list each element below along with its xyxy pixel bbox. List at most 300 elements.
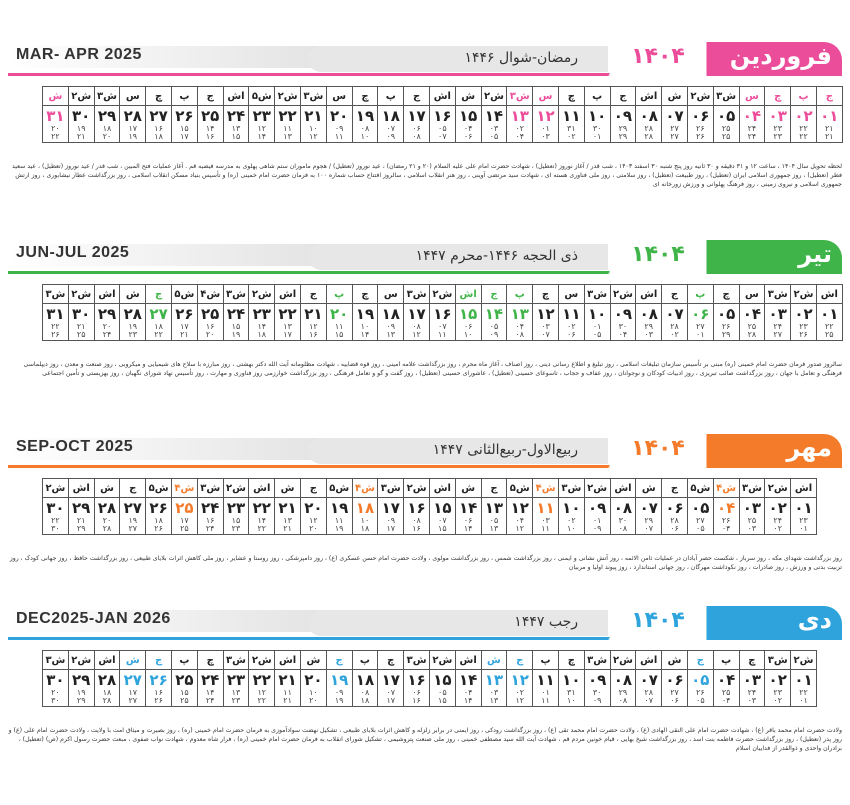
day-cell[interactable]: [584, 670, 610, 707]
gregorian-day: ۱۱: [334, 322, 344, 331]
day-cell[interactable]: [713, 304, 739, 341]
weekday-cell: ۵ش: [507, 479, 533, 498]
day-cell[interactable]: [404, 498, 430, 535]
lunar-day: ۰۷: [438, 132, 447, 141]
day-cell[interactable]: [300, 498, 326, 535]
weekday-cell: ش: [275, 479, 301, 498]
day-cell[interactable]: [636, 304, 662, 341]
weekday-cell: ۳ش: [223, 285, 249, 304]
lunar-day: ۱۰: [463, 330, 473, 339]
lunar-day: ۱۷: [180, 132, 189, 141]
solar-day: ۲۵: [201, 107, 220, 125]
day-grid: [42, 650, 817, 707]
gregorian-day: ۱۲: [309, 516, 318, 525]
day-cell[interactable]: [378, 106, 404, 143]
weekday-cell: چ: [533, 285, 559, 304]
day-cell[interactable]: [533, 106, 559, 143]
gregorian-day: ۳۰: [592, 124, 602, 133]
day-cell[interactable]: [713, 670, 739, 707]
day-cell[interactable]: [326, 670, 352, 707]
day-cell[interactable]: [404, 670, 430, 707]
day-cell[interactable]: [146, 106, 172, 143]
weekday-cell: اش: [791, 479, 817, 498]
weekday-cell: ۵ش: [171, 285, 197, 304]
lunar-day: ۰۶: [670, 524, 679, 533]
gregorian-day: ۰۴: [463, 124, 473, 133]
month-header: [8, 604, 842, 644]
day-cell[interactable]: [68, 670, 94, 707]
day-cell[interactable]: [610, 498, 636, 535]
weekday-cell: اش: [275, 651, 301, 670]
solar-day: ۱۷: [381, 671, 400, 689]
lunar-day: ۲۹: [618, 132, 628, 141]
gregorian-day: ۰۲: [515, 124, 525, 133]
day-cell[interactable]: [223, 498, 249, 535]
day-cell[interactable]: [507, 106, 533, 143]
gregorian-day: ۱۷: [128, 124, 138, 133]
day-cell[interactable]: [352, 498, 378, 535]
solar-day: ۱۰: [562, 499, 581, 517]
day-cell[interactable]: [275, 304, 301, 341]
weekday-cell: ۳ش: [404, 651, 430, 670]
solar-day: ۲۷: [123, 671, 142, 689]
gregorian-day: ۱۶: [154, 688, 163, 697]
gregorian-day: ۱۸: [102, 124, 112, 133]
solar-day: ۲۴: [226, 305, 246, 323]
day-cell[interactable]: [429, 498, 455, 535]
day-cell[interactable]: [43, 106, 69, 143]
day-cell[interactable]: [610, 304, 636, 341]
day-cell[interactable]: [662, 498, 688, 535]
weekday-cell: ۳ش: [197, 479, 223, 498]
day-cell[interactable]: [739, 106, 765, 143]
solar-day: ۱۹: [355, 107, 375, 125]
day-cell[interactable]: [455, 106, 481, 143]
day-cell[interactable]: [43, 670, 69, 707]
day-cell[interactable]: [713, 498, 739, 535]
day-cell[interactable]: [300, 304, 326, 341]
weekday-cell: ۳ش: [94, 87, 120, 106]
day-cell[interactable]: [791, 106, 817, 143]
gregorian-day: ۲۷: [696, 516, 705, 525]
gregorian-day: ۳۱: [567, 124, 576, 133]
weekday-cell: ۲ش: [610, 285, 636, 304]
weekday-cell: ۲ش: [584, 479, 610, 498]
weekday-cell: ۵ش: [326, 479, 352, 498]
day-cell[interactable]: [533, 670, 559, 707]
day-cell[interactable]: [636, 498, 662, 535]
day-cell[interactable]: [404, 106, 430, 143]
solar-day: ۲۳: [252, 107, 271, 125]
day-cell[interactable]: [275, 498, 301, 535]
solar-day: ۲۹: [72, 671, 91, 689]
solar-day: ۳۰: [72, 305, 91, 323]
lunar-day: ۰۹: [592, 696, 602, 705]
lunar-day: ۰۶: [567, 330, 576, 339]
day-cell[interactable]: [791, 498, 817, 535]
solar-day: ۲۶: [175, 305, 194, 323]
day-cell[interactable]: [249, 670, 275, 707]
lunar-day: ۰۸: [618, 524, 628, 533]
gregorian-day: ۳۱: [567, 688, 576, 697]
weekday-cell: ۲ش: [791, 651, 817, 670]
solar-day: ۱۸: [355, 499, 375, 517]
day-cell[interactable]: [584, 304, 610, 341]
gregorian-day: ۰۶: [412, 688, 421, 697]
day-cell[interactable]: [584, 106, 610, 143]
weekday-cell: اش: [275, 285, 301, 304]
lunar-day: ۲۱: [283, 524, 292, 533]
day-cell[interactable]: [455, 304, 481, 341]
day-cell[interactable]: [352, 670, 378, 707]
lunar-day: ۲۸: [102, 696, 112, 705]
gregorian-day: ۱۴: [205, 124, 215, 133]
gregorian-range: SEP-OCT 2025: [16, 438, 134, 455]
lunar-day: ۲۸: [644, 132, 654, 141]
weekday-cell: پ: [378, 87, 404, 106]
solar-day: ۱۸: [381, 107, 400, 125]
lunar-day: ۱۰: [360, 132, 370, 141]
lunar-day: ۰۹: [386, 132, 396, 141]
gregorian-day: ۱۶: [205, 516, 215, 525]
lunar-day: ۱۹: [334, 696, 344, 705]
day-cell[interactable]: [455, 498, 481, 535]
occasions-notes: لحظه تحویل سال ۱۴۰۴ ، ساعت ۱۲ و ۳۱ دقیقه و ۳۰ ثانیه روز پنج شنبه ۳۰ اسفند ۱۴۰۳ ، شب قدر / آغاز نوروز (تعطیل) ، شهادت حضرت امام علی علیه السلام (۲۰ و ۲۱ رمضان) ، عید نوروز (تعطیل) / هجوم ماموران ستم شاهی پهلوی به مدرسه فیضیه قم . آغاز عملیات فتح المبین ، شب قدر / عید نوروز (تعطیل) ، عید سعید فطر (تعطیل) ، روز جمهوری اسلامی ایران (تعطیل) ، روز طبیعت (تعطیل) ، روز سلامتی ، روز ملی فناوری هسته ای ، شهادت سید مرتضی آوینی ، روز هنر انقلاب اسلامی ، سالروز افتتاح حساب شماره ۱۰۰ به فرمان حضرت امام خمینی (ره) و تأسیس بنیاد مسکن انقلاب اسلامی ، روز بزرگداشت عطار نیشابوری ، روز ارتش جمهوری اسلامی و نیروی زمینی ، روز فرهنگ پهلوانی و ورزش زورخانه ای: [11, 163, 842, 188]
day-cell[interactable]: [120, 304, 146, 341]
day-cell[interactable]: [481, 304, 507, 341]
weekday-cell: ۳ش: [43, 651, 69, 670]
hijri-range: ذی الحجه ۱۴۴۶-محرم ۱۴۴۷: [415, 248, 578, 264]
day-cell[interactable]: [791, 670, 817, 707]
solar-day: ۰۴: [742, 107, 762, 125]
gregorian-day: ۲۴: [747, 124, 757, 133]
day-cell[interactable]: [404, 304, 430, 341]
day-cell[interactable]: [326, 304, 352, 341]
day-cell[interactable]: [765, 304, 791, 341]
day-cell[interactable]: [352, 304, 378, 341]
gregorian-day: ۱۷: [128, 688, 138, 697]
gregorian-day: ۰۷: [386, 124, 396, 133]
weekday-cell: ۳ش: [43, 285, 69, 304]
day-cell[interactable]: [300, 106, 326, 143]
lunar-day: ۳۰: [51, 524, 60, 533]
solar-day: ۰۷: [665, 305, 684, 323]
day-cell[interactable]: [687, 106, 713, 143]
lunar-day: ۱۶: [412, 524, 421, 533]
day-cell[interactable]: [558, 670, 584, 707]
day-cell[interactable]: [687, 670, 713, 707]
weekday-cell: ج: [300, 285, 326, 304]
lunar-day: ۱۷: [283, 330, 292, 339]
day-cell[interactable]: [481, 106, 507, 143]
month-header: [8, 40, 842, 80]
solar-year: ۱۴۰۴: [631, 436, 685, 461]
day-cell[interactable]: [429, 304, 455, 341]
day-cell[interactable]: [713, 106, 739, 143]
gregorian-day: ۲۶: [696, 124, 705, 133]
day-cell[interactable]: [43, 498, 69, 535]
day-cell[interactable]: [378, 498, 404, 535]
day-cell[interactable]: [120, 670, 146, 707]
lunar-day: ۱۴: [257, 132, 267, 141]
solar-day: ۱۶: [433, 305, 452, 323]
day-cell[interactable]: [249, 304, 275, 341]
day-cell[interactable]: [739, 304, 765, 341]
gregorian-day: ۰۹: [334, 688, 344, 697]
weekday-cell: چ: [197, 651, 223, 670]
solar-year: ۱۴۰۴: [631, 44, 685, 69]
day-cell[interactable]: [481, 498, 507, 535]
lunar-day: ۰۳: [747, 696, 757, 705]
day-cell[interactable]: [636, 670, 662, 707]
day-cell[interactable]: [352, 106, 378, 143]
day-cell[interactable]: [197, 106, 223, 143]
solar-year: ۱۴۰۴: [631, 242, 685, 267]
weekday-cell: ۲ش: [68, 651, 94, 670]
day-cell[interactable]: [429, 670, 455, 707]
day-cell[interactable]: [378, 670, 404, 707]
day-cell[interactable]: [455, 670, 481, 707]
day-cell[interactable]: [171, 498, 197, 535]
weekday-cell: ۳ش: [507, 87, 533, 106]
day-cell[interactable]: [275, 106, 301, 143]
day-cell[interactable]: [662, 304, 688, 341]
weekday-cell: ۲ش: [223, 479, 249, 498]
solar-day: ۰۸: [639, 107, 658, 125]
gregorian-day: ۱۵: [180, 688, 189, 697]
solar-day: ۰۲: [768, 671, 787, 689]
lunar-day: ۱۲: [515, 696, 525, 705]
lunar-day: ۲۳: [128, 330, 138, 339]
gregorian-day: ۲۳: [773, 688, 782, 697]
weekday-cell: ش: [662, 651, 688, 670]
day-cell[interactable]: [533, 304, 559, 341]
day-cell[interactable]: [171, 106, 197, 143]
day-cell[interactable]: [43, 304, 69, 341]
weekday-cell: ج: [326, 651, 352, 670]
weekday-cell: ۵ش: [249, 87, 275, 106]
day-cell[interactable]: [171, 304, 197, 341]
solar-day: ۱۷: [381, 499, 400, 517]
day-cell[interactable]: [533, 498, 559, 535]
day-cell[interactable]: [584, 498, 610, 535]
day-cell[interactable]: [662, 106, 688, 143]
weekday-cell: پ: [326, 285, 352, 304]
day-cell[interactable]: [507, 670, 533, 707]
weekday-cell: چ: [378, 651, 404, 670]
day-cell[interactable]: [120, 106, 146, 143]
weekday-cell: ج: [662, 479, 688, 498]
lunar-day: ۲۹: [76, 524, 86, 533]
gregorian-day: ۰۱: [541, 688, 550, 697]
day-cell[interactable]: [223, 670, 249, 707]
gregorian-day: ۰۶: [463, 516, 473, 525]
solar-day: ۲۷: [123, 499, 142, 517]
day-cell[interactable]: [816, 304, 842, 341]
gregorian-day: ۲۷: [670, 688, 679, 697]
day-cell[interactable]: [146, 304, 172, 341]
day-cell[interactable]: [816, 106, 842, 143]
weekday-cell: اش: [455, 285, 481, 304]
gregorian-day: ۱۷: [180, 322, 189, 331]
weekday-cell: ش: [43, 87, 69, 106]
lunar-day: ۱۹: [128, 132, 138, 141]
solar-day: ۱۰: [562, 671, 581, 689]
day-cell[interactable]: [171, 670, 197, 707]
weekday-cell: ج: [197, 87, 223, 106]
solar-day: ۱۴: [458, 671, 478, 689]
solar-day: ۱۹: [355, 305, 375, 323]
weekday-cell: چ: [739, 651, 765, 670]
gregorian-day: ۰۷: [438, 322, 447, 331]
lunar-day: ۱۴: [463, 696, 473, 705]
day-cell[interactable]: [68, 106, 94, 143]
lunar-day: ۰۲: [567, 132, 576, 141]
gregorian-day: ۰۶: [463, 322, 473, 331]
lunar-day: ۱۸: [360, 696, 370, 705]
weekday-cell: ۵ش: [146, 479, 172, 498]
day-cell[interactable]: [94, 498, 120, 535]
day-cell[interactable]: [791, 304, 817, 341]
day-cell[interactable]: [687, 498, 713, 535]
weekday-cell: اش: [223, 87, 249, 106]
gregorian-day: ۳۰: [592, 688, 602, 697]
solar-day: ۰۱: [820, 107, 839, 125]
day-cell[interactable]: [765, 106, 791, 143]
solar-year: ۱۴۰۴: [631, 608, 685, 633]
gregorian-day: ۲۹: [618, 124, 628, 133]
gregorian-day: ۰۱: [541, 124, 550, 133]
weekday-cell: ۳ش: [300, 87, 326, 106]
solar-day: ۱۲: [510, 499, 529, 517]
lunar-day: ۲۶: [799, 330, 808, 339]
day-cell[interactable]: [146, 670, 172, 707]
gregorian-day: ۲۲: [799, 688, 808, 697]
day-cell[interactable]: [94, 670, 120, 707]
solar-day: ۰۹: [587, 499, 607, 517]
gregorian-day: ۱۹: [76, 688, 86, 697]
gregorian-day: ۲۶: [721, 322, 731, 331]
day-cell[interactable]: [249, 498, 275, 535]
lunar-day: ۲۴: [747, 132, 757, 141]
day-cell[interactable]: [636, 106, 662, 143]
day-cell[interactable]: [68, 304, 94, 341]
solar-day: ۱۴: [458, 499, 478, 517]
lunar-day: ۰۲: [773, 524, 782, 533]
solar-day: ۰۶: [691, 107, 710, 125]
day-cell[interactable]: [687, 304, 713, 341]
weekday-cell: ۲ش: [429, 285, 455, 304]
gregorian-day: ۲۳: [799, 516, 808, 525]
day-cell[interactable]: [429, 106, 455, 143]
day-cell[interactable]: [507, 304, 533, 341]
weekday-cell: ۵ش: [687, 479, 713, 498]
lunar-day: ۰۴: [515, 132, 525, 141]
solar-day: ۰۴: [716, 671, 736, 689]
weekday-cell: اش: [94, 651, 120, 670]
weekday-row: [43, 285, 843, 304]
day-cell[interactable]: [481, 670, 507, 707]
day-cell[interactable]: [223, 106, 249, 143]
solar-day: ۱۲: [536, 305, 555, 323]
day-cell[interactable]: [739, 670, 765, 707]
weekday-cell: پ: [584, 87, 610, 106]
day-cell[interactable]: [326, 106, 352, 143]
month-header: [8, 238, 842, 278]
weekday-cell: ۳ش: [713, 87, 739, 106]
weekday-cell: ش: [120, 651, 146, 670]
gregorian-day: ۱۰: [309, 688, 318, 697]
day-cell[interactable]: [558, 498, 584, 535]
day-cell[interactable]: [223, 304, 249, 341]
solar-day: ۰۸: [613, 671, 633, 689]
gregorian-day: ۰۴: [463, 688, 473, 697]
day-cell[interactable]: [610, 670, 636, 707]
gregorian-day: ۰۸: [412, 516, 421, 525]
day-cell[interactable]: [765, 498, 791, 535]
gregorian-day: ۱۰: [309, 124, 318, 133]
day-cell[interactable]: [94, 304, 120, 341]
day-cell[interactable]: [275, 670, 301, 707]
day-cell[interactable]: [765, 670, 791, 707]
gregorian-range: JUN-JUL 2025: [16, 244, 130, 261]
gregorian-day: ۲۱: [76, 516, 86, 525]
day-cell[interactable]: [94, 106, 120, 143]
solar-day: ۲۳: [252, 305, 271, 323]
day-cell[interactable]: [197, 670, 223, 707]
weekday-cell: چ: [352, 285, 378, 304]
gregorian-day: ۲۰: [102, 516, 112, 525]
day-cell[interactable]: [249, 106, 275, 143]
weekday-cell: ج: [816, 87, 842, 106]
solar-day: ۰۴: [742, 305, 762, 323]
day-cell[interactable]: [507, 498, 533, 535]
day-cell[interactable]: [326, 498, 352, 535]
weekday-cell: اش: [816, 285, 842, 304]
day-cell[interactable]: [739, 498, 765, 535]
day-cell[interactable]: [558, 304, 584, 341]
weekday-cell: س: [739, 87, 765, 106]
gregorian-day: ۱۱: [283, 688, 292, 697]
solar-day: ۰۹: [613, 107, 633, 125]
weekday-row: [43, 479, 817, 498]
solar-day: ۱۱: [536, 671, 555, 689]
day-cell[interactable]: [146, 498, 172, 535]
weekday-cell: ۲ش: [765, 479, 791, 498]
weekday-cell: ش: [94, 479, 120, 498]
solar-day: ۳۱: [46, 305, 65, 323]
lunar-day: ۲۷: [670, 132, 679, 141]
day-cell[interactable]: [197, 498, 223, 535]
day-cell[interactable]: [378, 304, 404, 341]
day-cell[interactable]: [120, 498, 146, 535]
weekday-cell: ۴ش: [352, 479, 378, 498]
weekday-cell: ۳ش: [558, 479, 584, 498]
solar-day: ۳۱: [46, 107, 65, 125]
day-cell[interactable]: [300, 670, 326, 707]
day-cell[interactable]: [68, 498, 94, 535]
day-cell[interactable]: [662, 670, 688, 707]
day-cell[interactable]: [197, 304, 223, 341]
weekday-cell: پ: [687, 285, 713, 304]
gregorian-day: ۱۹: [128, 516, 138, 525]
lunar-day: ۱۹: [231, 330, 241, 339]
solar-day: ۰۷: [639, 671, 658, 689]
date-row: [43, 304, 843, 341]
weekday-cell: ۲ش: [249, 651, 275, 670]
day-cell[interactable]: [610, 106, 636, 143]
day-cell[interactable]: [558, 106, 584, 143]
